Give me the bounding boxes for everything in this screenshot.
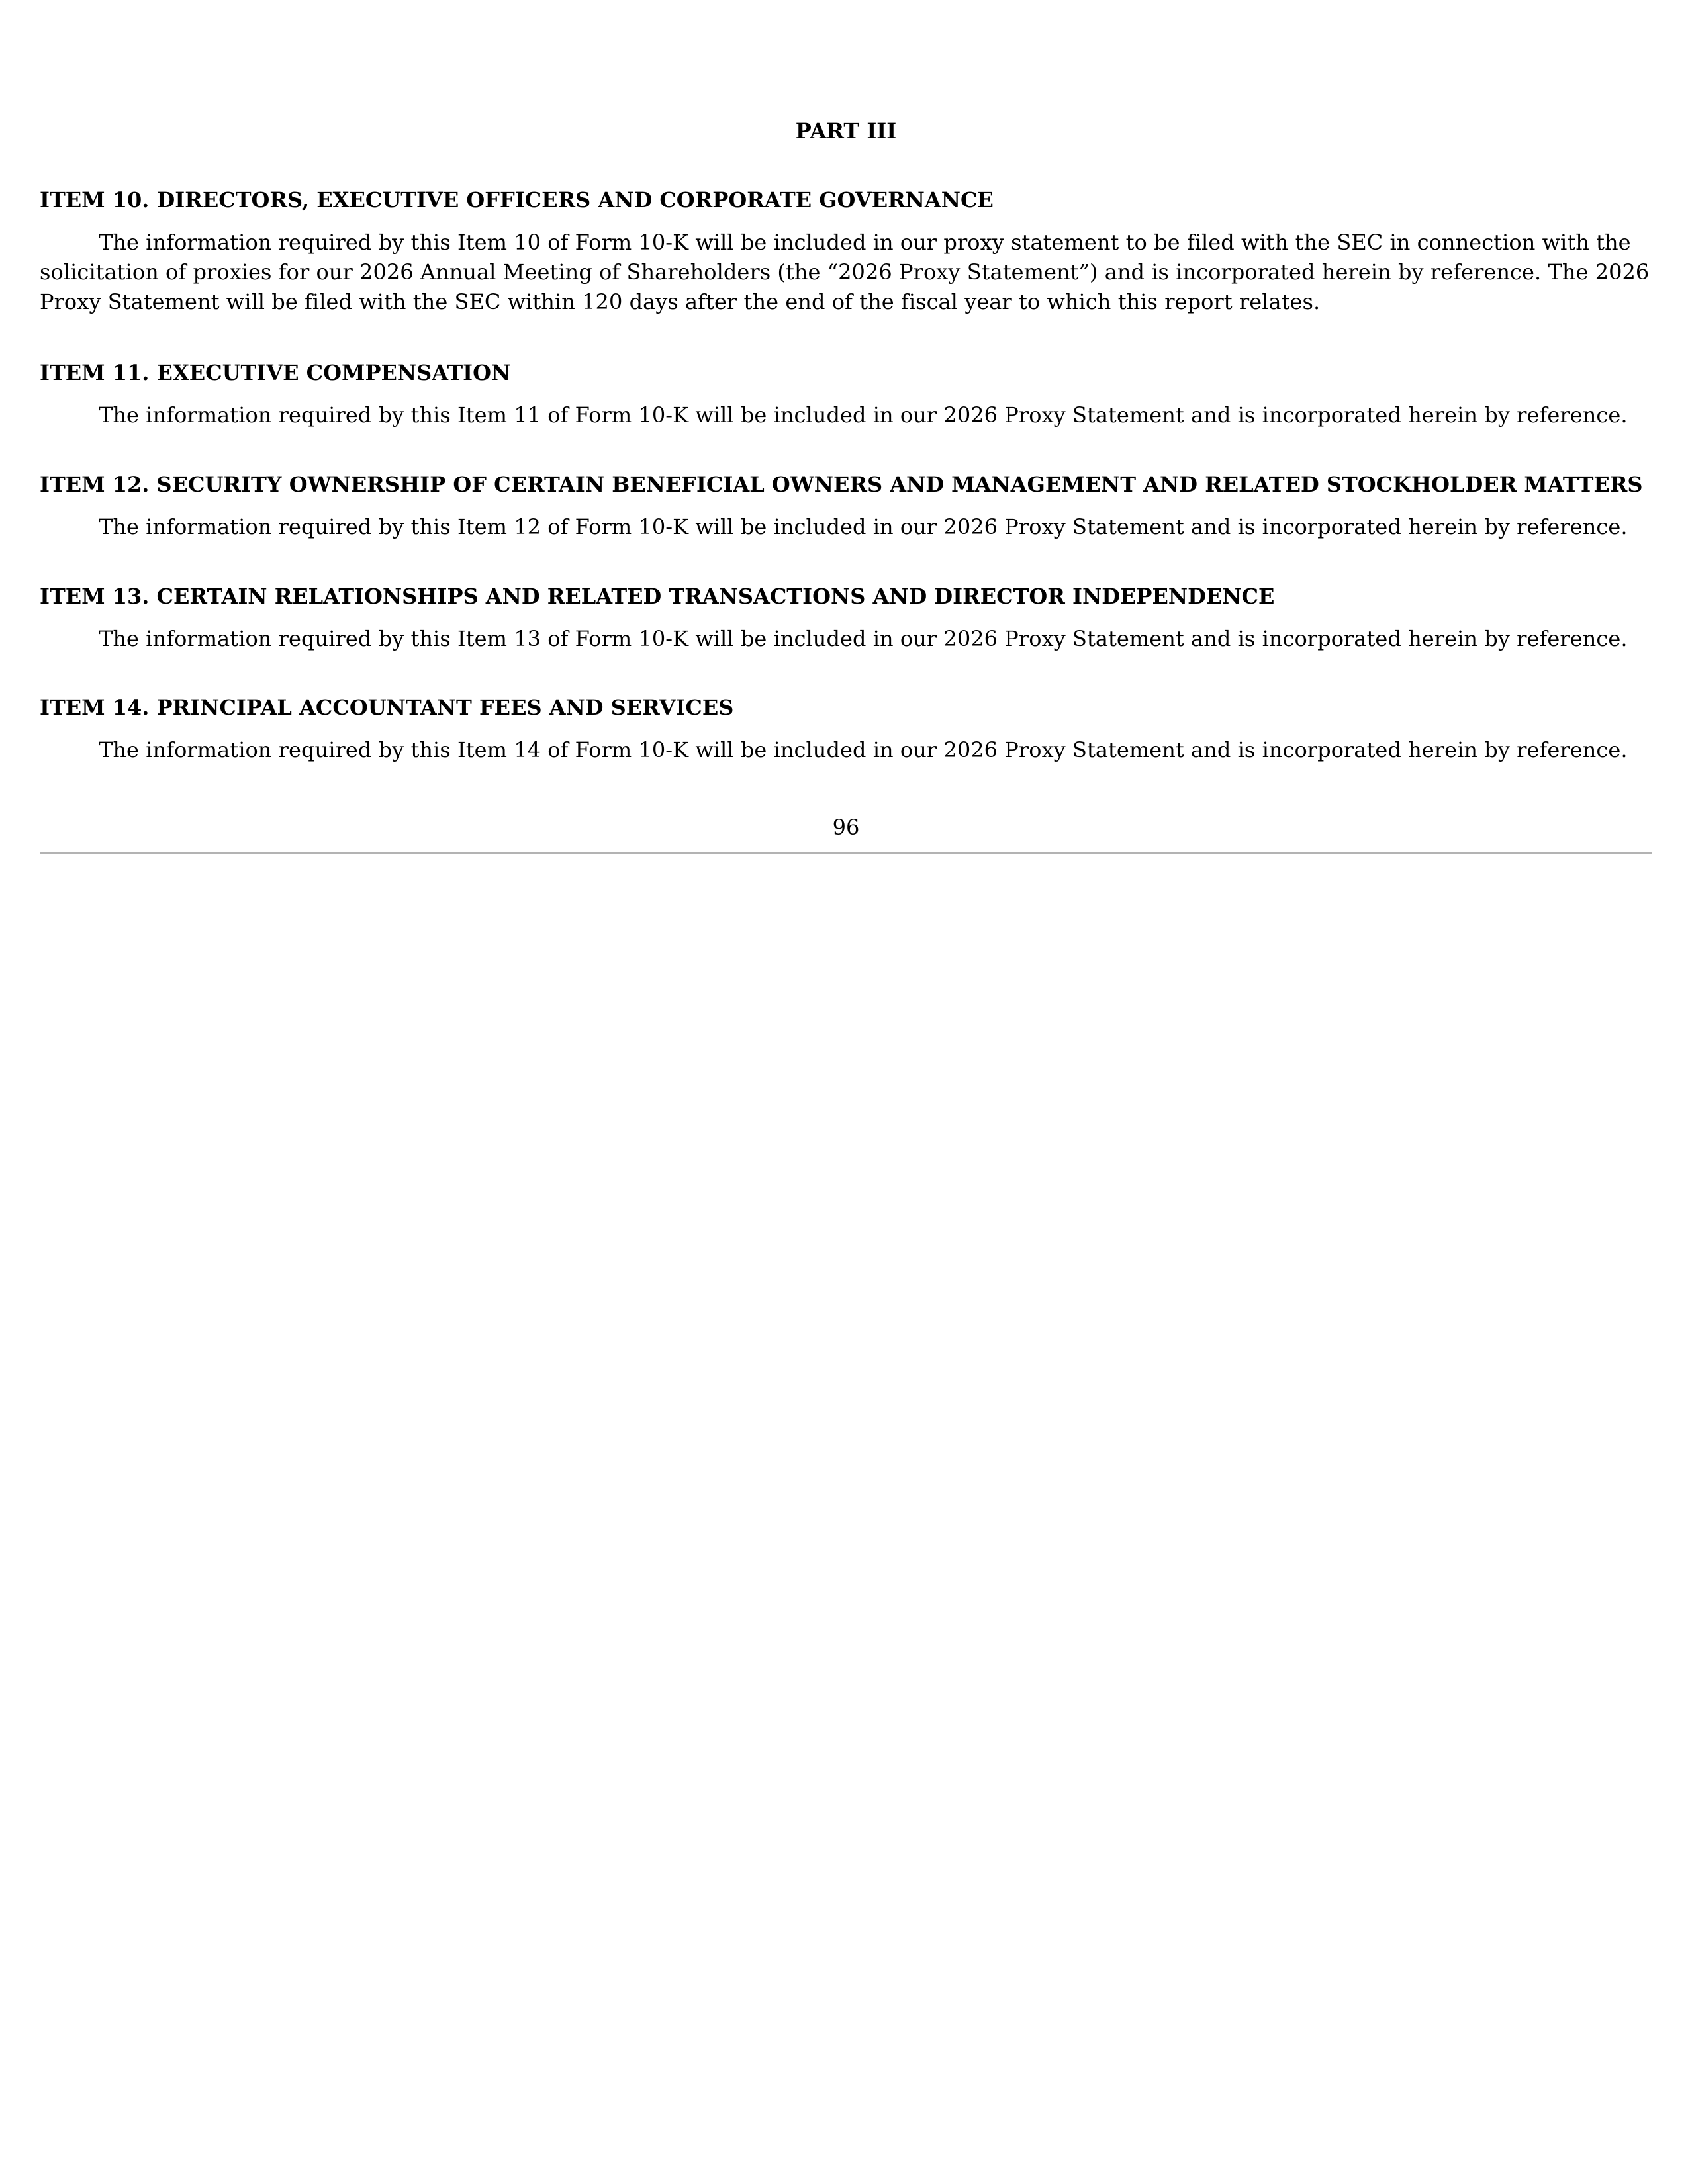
item-13-section (40, 582, 1652, 654)
item-13-heading: ITEM 13. CERTAIN RELATIONSHIPS AND RELATED TRANSACTIONS AND DIRECTOR INDEPENDENCE (40, 584, 1275, 609)
item-12-body: The information required by this Item 12 of Form 10-K will be included in our 2026 Proxy Statement and is incorporated herein by reference. (99, 514, 1628, 539)
item-12-heading: ITEM 12. SECURITY OWNERSHIP OF CERTAIN BENEFICIAL OWNERS AND MANAGEMENT AND RELATED STOCKHOLDER MATTERS (40, 472, 1643, 497)
item-12-section (40, 470, 1652, 542)
item-14-heading: ITEM 14. PRINCIPAL ACCOUNTANT FEES AND SERVICES (40, 695, 734, 720)
page-number: 96 (832, 815, 860, 840)
item-10-heading: ITEM 10. DIRECTORS, EXECUTIVE OFFICERS AND CORPORATE GOVERNANCE (40, 187, 994, 212)
item-14-body: The information required by this Item 14 of Form 10-K will be included in our 2026 Proxy Statement and is incorporated herein by reference. (99, 737, 1628, 762)
part-title: PART III (795, 118, 897, 144)
item-10-body: The information required by this Item 10 of Form 10-K will be included in our proxy statement to be filed with the SEC in connection with the solicitation of proxies for our 2026 Annual Meeting of Shareholders (the “2026 Proxy Statement”) and is incorporated herein by reference. The 2026 Proxy Statement will be filed with the SEC within 120 days after the end of the fiscal year to which this report relates. (40, 230, 1650, 314)
item-13-body: The information required by this Item 13 of Form 10-K will be included in our 2026 Proxy Statement and is incorporated herein by reference. (99, 626, 1628, 651)
item-10-section (40, 185, 1652, 317)
item-11-section (40, 358, 1652, 430)
item-11-body: The information required by this Item 11 of Form 10-K will be included in our 2026 Proxy Statement and is incorporated herein by reference. (99, 402, 1628, 428)
item-14-section (40, 693, 1652, 765)
item-11-heading: ITEM 11. EXECUTIVE COMPENSATION (40, 360, 511, 385)
page-divider (40, 852, 1652, 854)
